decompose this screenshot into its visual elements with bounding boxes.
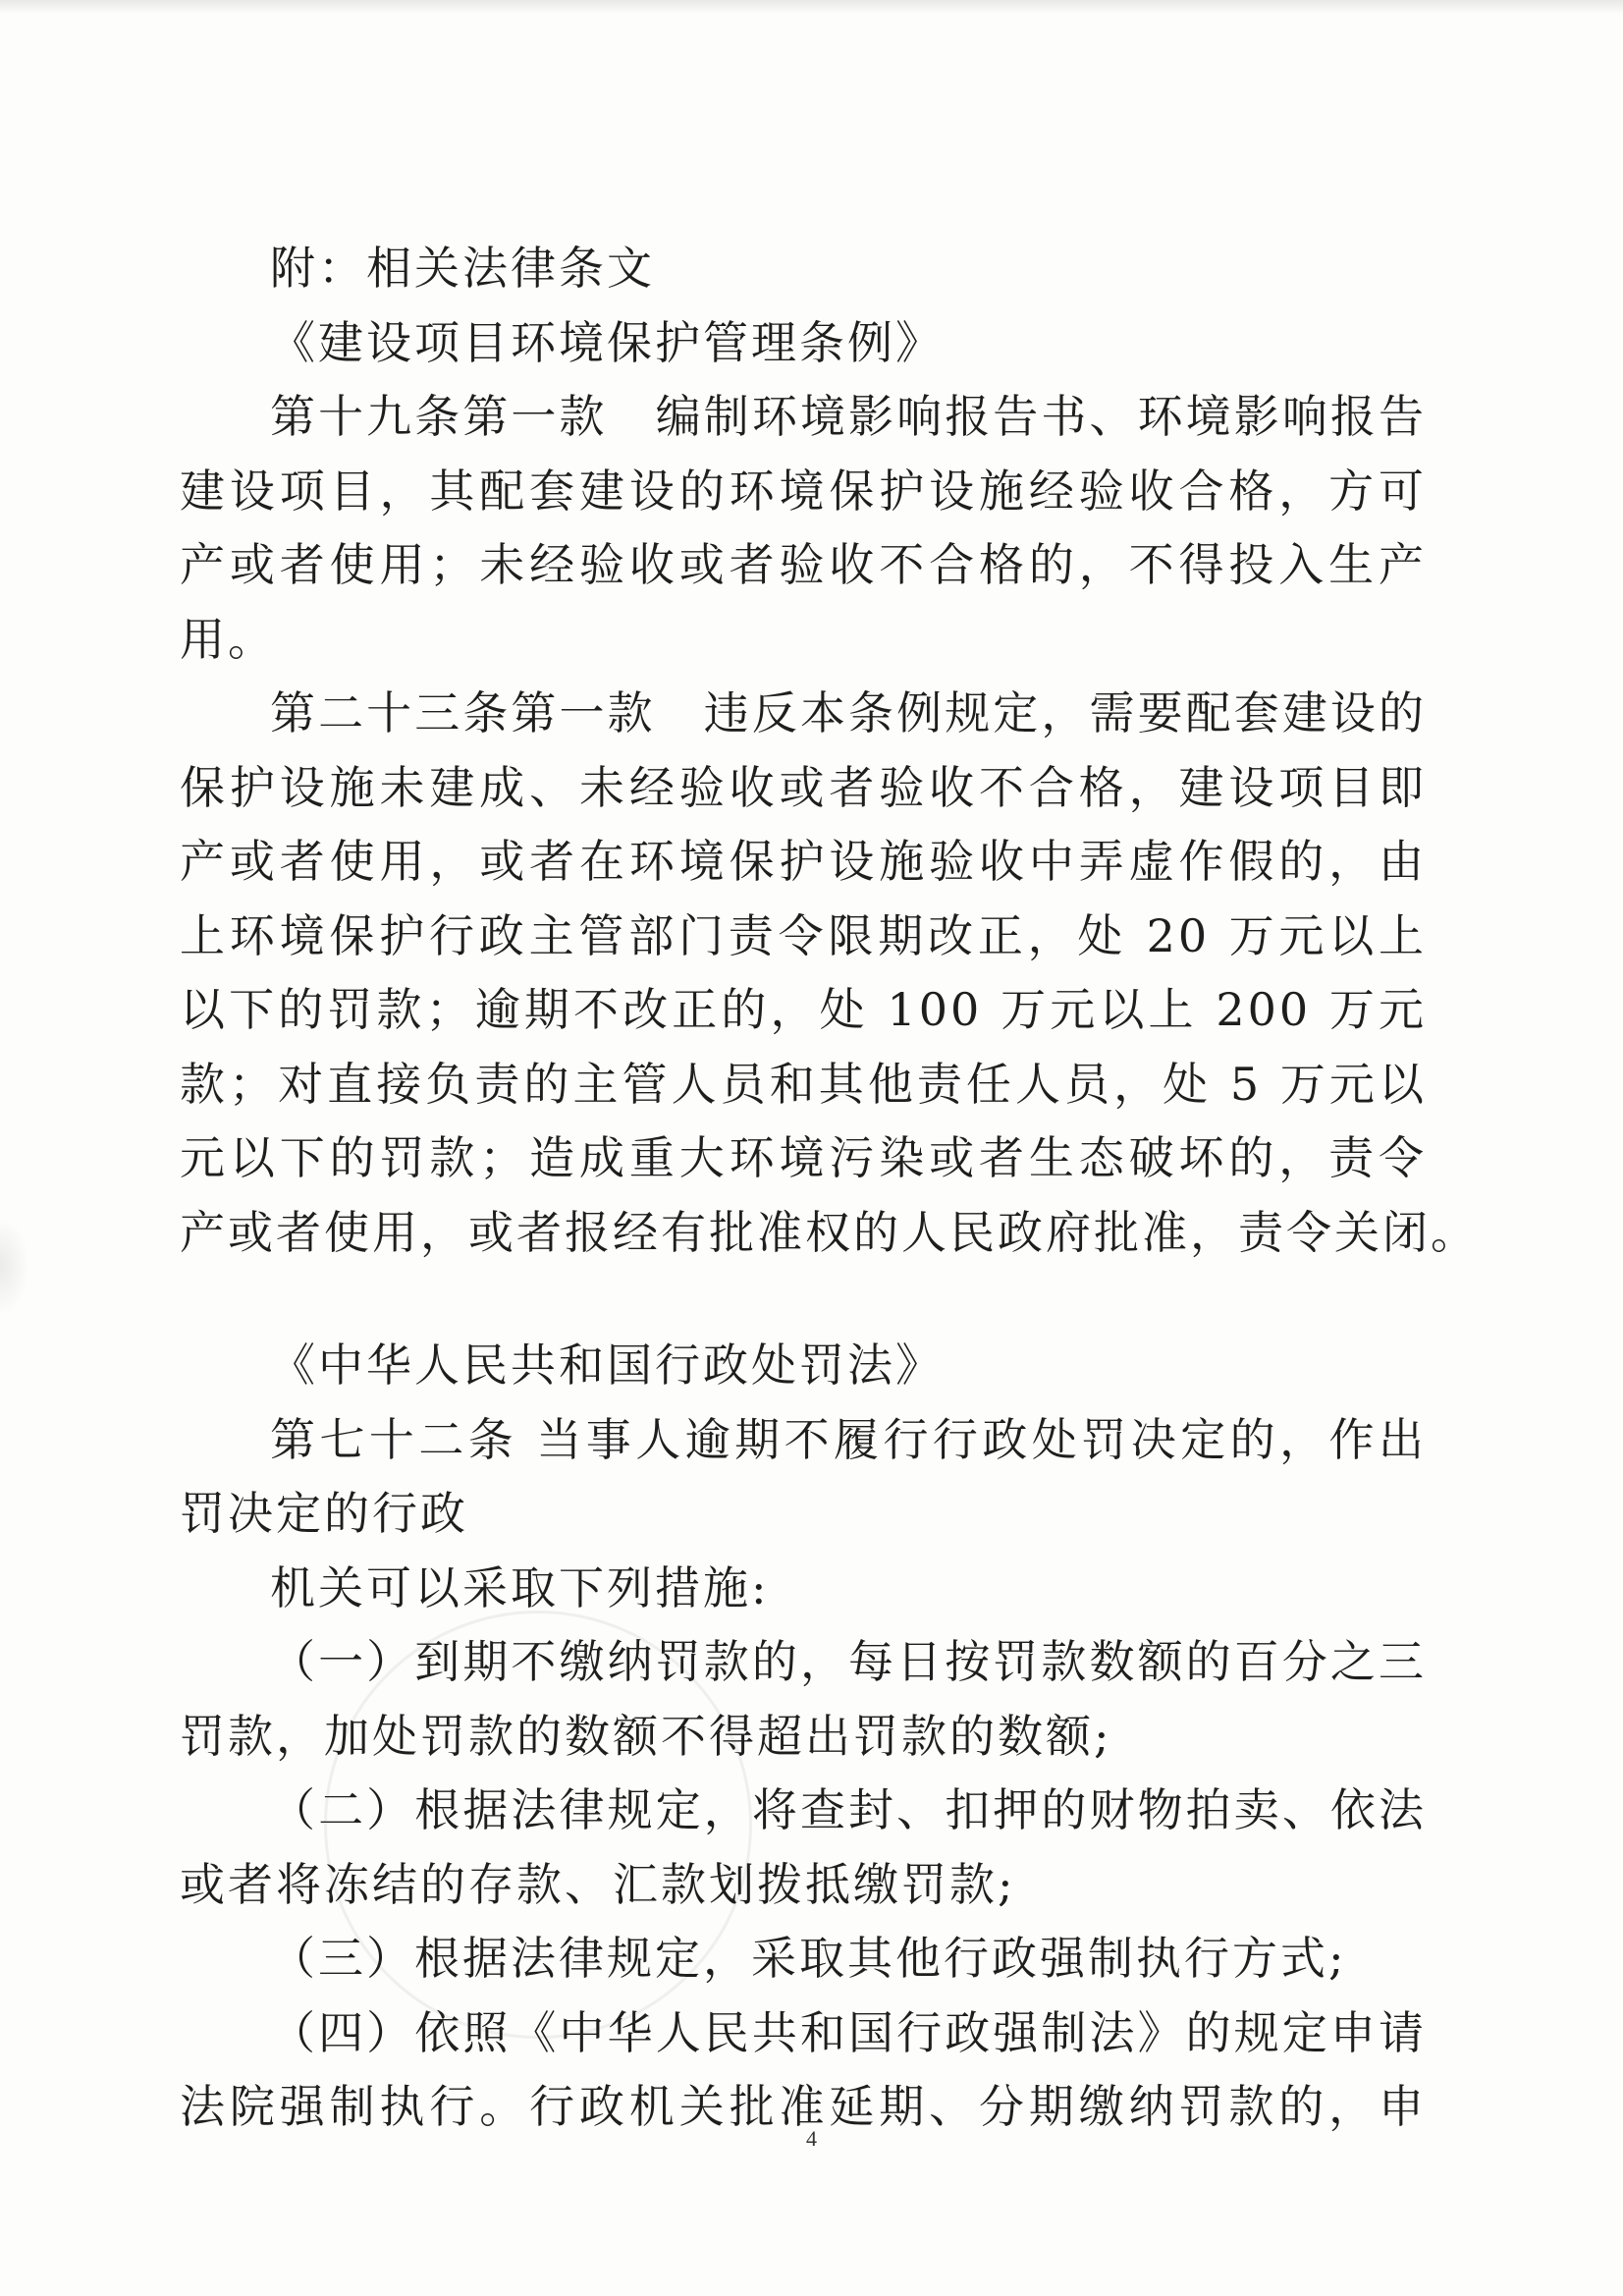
regulation-title-2: 《中华人民共和国行政处罚法》 <box>270 1339 944 1392</box>
article-19-line-1: 第十九条第一款 编制环境影响报告书、环境影响报告 <box>270 390 1427 443</box>
measure-2-line-1: （二）根据法律规定，将查封、扣押的财物拍卖、依法 <box>270 1783 1427 1836</box>
measure-2-line-2: 或者将冻结的存款、汇款划拨抵缴罚款; <box>180 1857 1016 1911</box>
article-23-line-8: 产或者使用，或者报经有批准权的人民政府批准，责令关闭。 <box>180 1205 1479 1259</box>
scan-edge-shadow <box>0 0 1623 14</box>
measure-1-line-1: （一）到期不缴纳罚款的，每日按罚款数额的百分之三 <box>270 1635 1427 1688</box>
attachment-heading: 附：相关法律条文 <box>270 242 655 295</box>
article-23-line-2: 保护设施未建成、未经验收或者验收不合格，建设项目即 <box>180 760 1427 814</box>
page-number: 4 <box>806 2126 817 2151</box>
measure-4-line-2: 法院强制执行。行政机关批准延期、分期缴纳罚款的，申 <box>180 2080 1427 2133</box>
measure-1-line-2: 罚款，加处罚款的数额不得超出罚款的数额; <box>180 1709 1112 1763</box>
article-72-line-2: 罚决定的行政 <box>180 1487 468 1540</box>
document-body <box>180 232 1479 2145</box>
article-23-line-3: 产或者使用，或者在环境保护设施验收中弄虚作假的，由 <box>180 835 1427 888</box>
article-19-line-4: 用。 <box>180 612 276 666</box>
article-72-line-3: 机关可以采取下列措施: <box>270 1560 770 1614</box>
article-19-line-2: 建设项目，其配套建设的环境保护设施经验收合格，方可 <box>180 464 1427 518</box>
article-19-line-3: 产或者使用；未经验收或者验收不合格的，不得投入生产 <box>180 538 1427 591</box>
article-23-line-7: 元以下的罚款；造成重大环境污染或者生态破坏的，责令 <box>180 1131 1427 1184</box>
measure-3-line-1: （三）根据法律规定，采取其他行政强制执行方式; <box>270 1932 1347 1985</box>
article-23-line-5: 以下的罚款；逾期不改正的，处 100 万元以上 200 万元 <box>180 983 1427 1036</box>
section-gap <box>180 1270 1427 1329</box>
regulation-title-1: 《建设项目环境保护管理条例》 <box>270 315 944 369</box>
binder-mark <box>0 1218 29 1316</box>
measure-4-line-1: （四）依照《中华人民共和国行政强制法》的规定申请 <box>270 2005 1427 2059</box>
article-23-line-6: 款；对直接负责的主管人员和其他责任人员，处 5 万元以 <box>180 1057 1427 1111</box>
article-72-line-1: 第七十二条 当事人逾期不履行行政处罚决定的，作出 <box>270 1412 1427 1466</box>
article-23-line-4: 上环境保护行政主管部门责令限期改正，处 20 万元以上 <box>180 908 1427 962</box>
article-23-line-1: 第二十三条第一款 违反本条例规定，需要配套建设的 <box>270 686 1427 739</box>
